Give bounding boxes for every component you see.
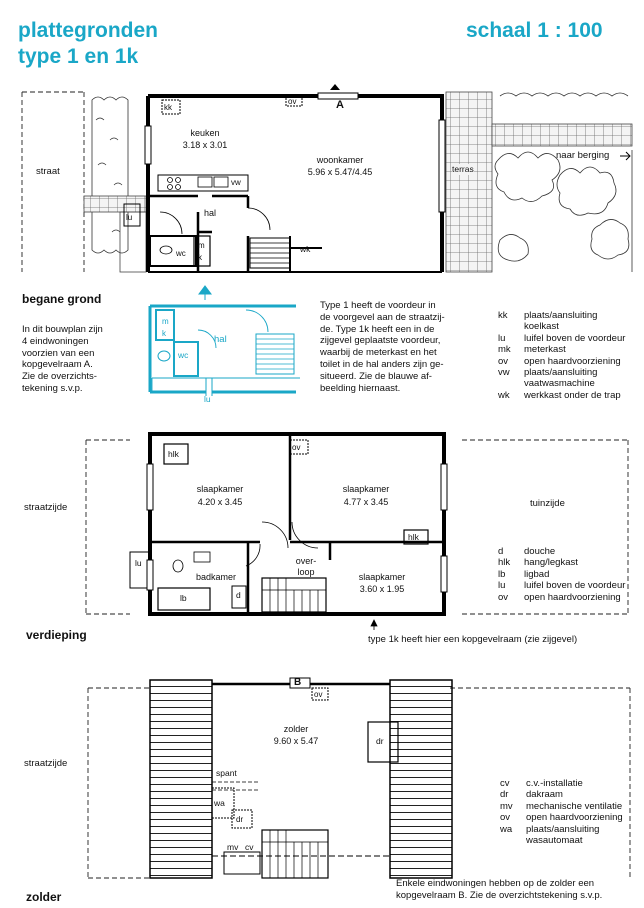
legend-row: cv c.v.-installatie [500, 778, 583, 789]
spant-label: spant [216, 768, 237, 778]
first-legend [498, 546, 638, 603]
code-wk: wk [300, 244, 311, 254]
code-mv: mv [227, 842, 239, 852]
type-note: Type 1 heeft de voordeur in de voorgevel aan de straatzij- de. Type 1k heeft een in de zijgevel geplaatste voordeur, waarbij de meterkast en het toilet in de hal anders zijn ge- situeerd. Zie de blauwe af- beelding hiernaast. [320, 300, 445, 394]
code-lu: lu [126, 213, 133, 222]
code-lb: lb [180, 593, 187, 603]
code-dr: dr [376, 736, 384, 746]
code-vw: vw [231, 178, 241, 187]
ground-outer-wall [148, 96, 442, 272]
to-storage-label: naar berging [556, 150, 610, 161]
code-cv: cv [245, 842, 254, 852]
code-d: d [236, 590, 241, 600]
legend-row: ov open haardvoorziening [500, 812, 623, 824]
inset-m: m [162, 317, 169, 326]
inset-lu: lu [204, 394, 211, 404]
landing-label-1: over- [295, 556, 317, 566]
marker-a: A [336, 99, 344, 111]
first-street-side: straatzijde [24, 502, 68, 513]
garden-path [492, 124, 632, 146]
code-hlk-2: hlk [408, 532, 419, 542]
legend-row: lu luifel boven de voordeur [498, 580, 626, 592]
landing-label-2: loop [297, 567, 315, 577]
scale-label: schaal 1 : 100 [466, 19, 603, 42]
code-ov-attic: ov [314, 690, 323, 699]
legend-row: ov open haardvoorziening [498, 591, 621, 603]
legend-row: wa plaats/aansluiting [500, 823, 600, 835]
ground-floor-heading: begane grond [22, 292, 102, 306]
bedroom3-size: 3.60 x 1.95 [359, 584, 405, 594]
legend-row: lu luifel boven de voordeur [498, 332, 626, 344]
marker-b: B [294, 677, 302, 688]
bathroom-label: badkamer [195, 572, 237, 582]
rear-garden-shrubs [495, 93, 632, 272]
legend-row: vw plaats/aansluiting [498, 367, 598, 379]
living-size: 5.96 x 5.47/4.45 [307, 167, 373, 177]
legend-row: vaatwasmachine [524, 378, 595, 390]
ground-legend [498, 310, 638, 401]
street-label: straat [36, 166, 60, 177]
page-title-line1: plattegronden [18, 19, 158, 42]
attic-heading: zolder [26, 890, 62, 904]
kitchen-label: keuken [190, 128, 220, 138]
bedroom1-size: 4.20 x 3.45 [197, 497, 243, 507]
legend-row: dr dakraam [500, 789, 563, 801]
code-mk-m: m [198, 241, 205, 250]
code-wa: wa [214, 798, 225, 808]
legend-row: wk werkkast onder de trap [498, 389, 621, 401]
code-lu-first: lu [135, 558, 142, 568]
terrace-label: terras [452, 164, 474, 174]
page-title-line2: type 1 en 1k [18, 45, 139, 68]
legend-row: ov open haardvoorziening [498, 355, 621, 367]
attic-room-label: zolder [283, 724, 309, 734]
code-dr-2: dr [236, 815, 244, 824]
code-ov-first: ov [292, 443, 301, 452]
code-kk: kk [164, 103, 172, 112]
bedroom2-size: 4.77 x 3.45 [343, 497, 389, 507]
attic-legend [500, 778, 640, 846]
code-ov: ov [288, 97, 297, 106]
bedroom3-label: slaapkamer [358, 572, 406, 582]
kitchen-size: 3.18 x 3.01 [182, 140, 228, 150]
living-label: woonkamer [316, 155, 364, 165]
code-mk-k: k [198, 253, 202, 262]
code-hlk: hlk [168, 449, 179, 459]
legend-row: mv mechanische ventilatie [500, 800, 623, 812]
legend-row: koelkast [524, 321, 559, 333]
terrace [446, 92, 492, 272]
inset-hal: hal [214, 334, 227, 345]
first-garden-side: tuinzijde [530, 498, 565, 509]
first-floor-heading: verdieping [26, 628, 87, 642]
legend-row: kk plaats/aansluiting [498, 310, 598, 321]
attic-room-size: 9.60 x 5.47 [273, 736, 319, 746]
legend-row: wasautomaat [526, 835, 583, 847]
ground-floor-plan [22, 84, 632, 272]
legend-row: lb ligbad [498, 568, 550, 580]
first-floor-note: type 1k heeft hier een kopgevelraam (zie zijgevel) [368, 634, 578, 645]
front-garden-hedge [92, 97, 128, 253]
neighbour-outline [22, 92, 84, 272]
bedroom1-label: slaapkamer [196, 484, 244, 494]
attic-street-side: straatzijde [24, 758, 68, 769]
intro-text: In dit bouwplan zijn 4 eindwoningen voorzien van een kopgevelraam A. Zie de overzichts- tekening s.v.p. [22, 324, 103, 394]
attic-note: Enkele eindwoningen hebben op de zolder een kopgevelraam B. Zie de overzichtstekening s.v.p. [396, 878, 603, 901]
legend-row: d douche [498, 546, 556, 557]
legend-row: mk meterkast [498, 344, 566, 356]
hall-label: hal [203, 208, 216, 218]
inset-wc: wc [178, 350, 189, 360]
code-wc: wc [176, 249, 186, 258]
bedroom2-label: slaapkamer [342, 484, 390, 494]
legend-row: hlk hang/legkast [498, 557, 578, 569]
inset-k: k [162, 329, 166, 338]
